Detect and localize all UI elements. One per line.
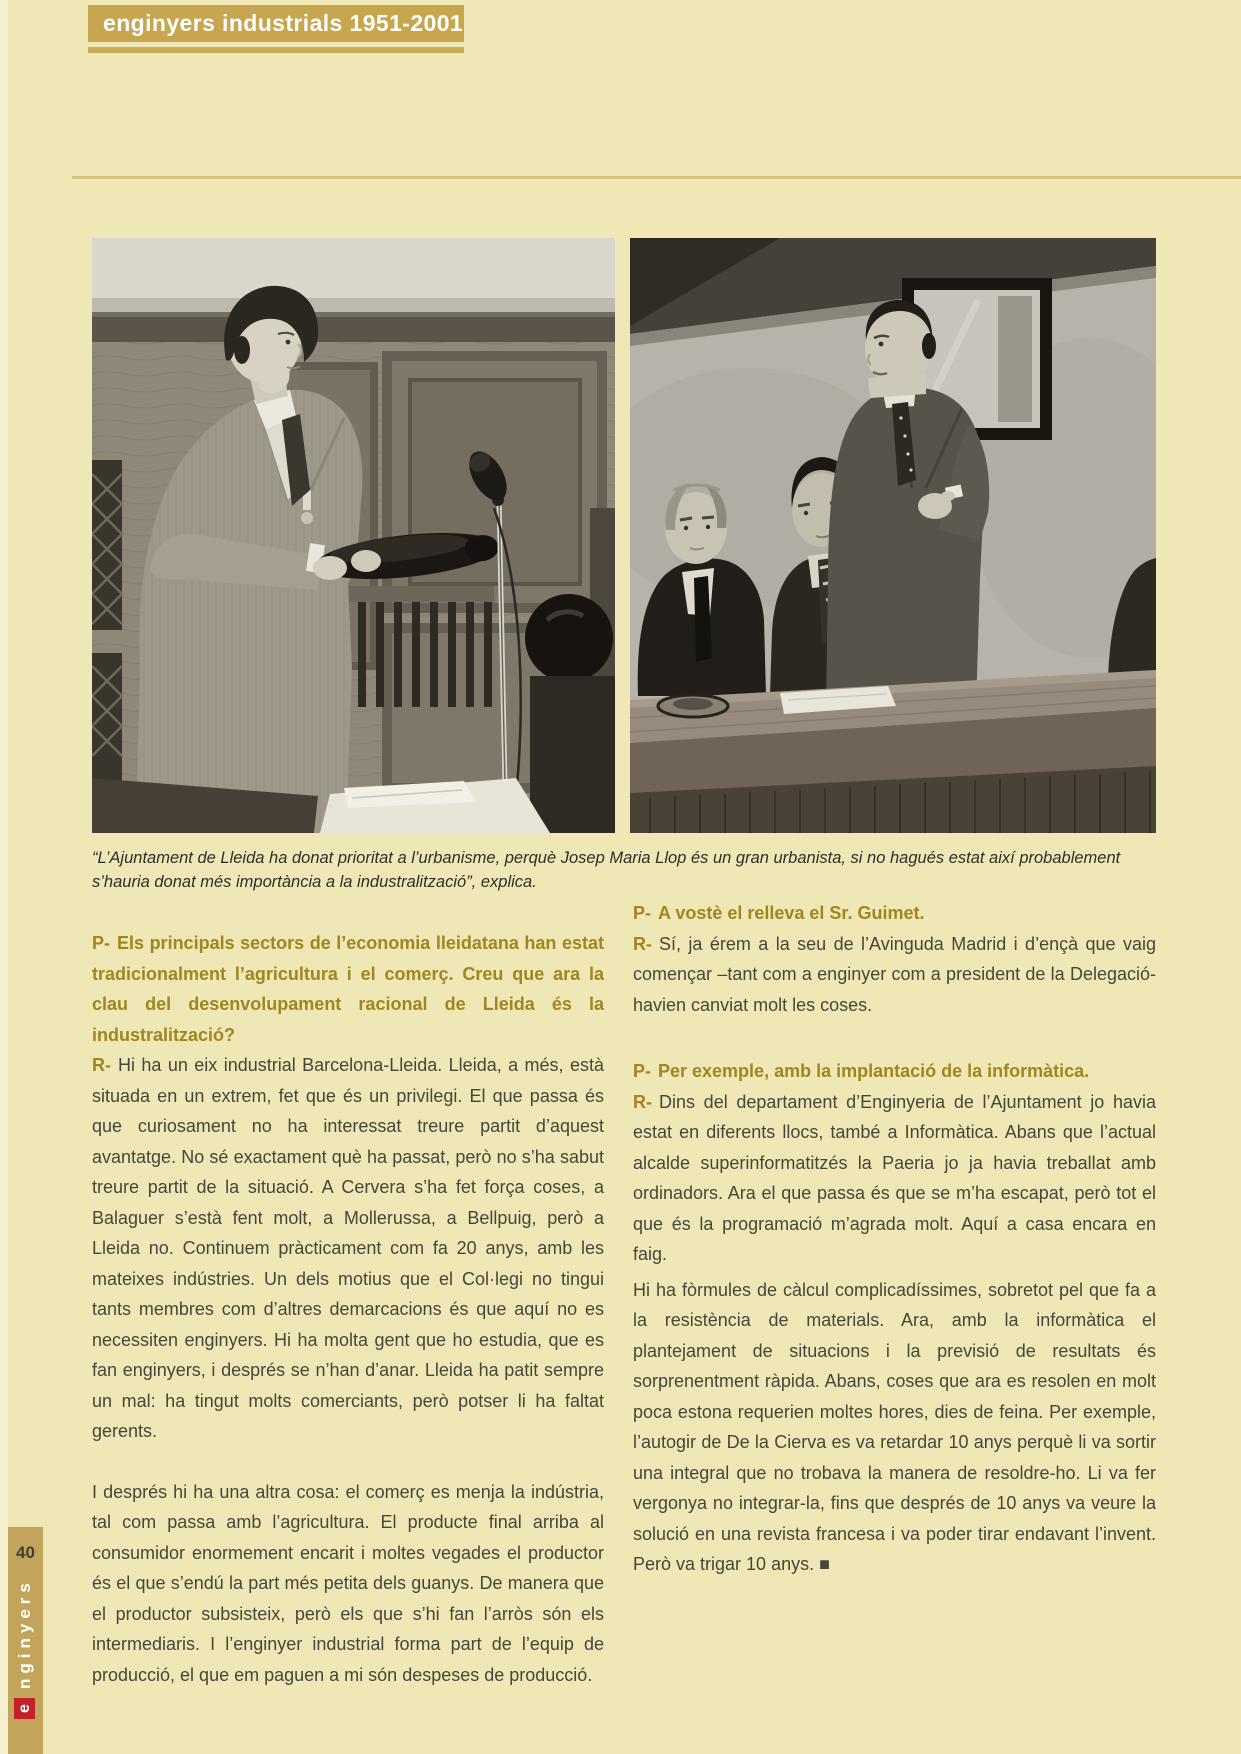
photo-caption: “L’Ajuntament de Lleida ha donat prioritat a l’urbanisme, perquè Josep Maria Llop és un gran urbanista, si no hagués estat així probablement s’hauria donat més importància a la industralització”, explica. [92,849,1121,891]
page-number: 40 [16,1543,35,1562]
answer-text: Sí, ja érem a la seu de l’Avinguda Madrid i d’ençà que vaig començar –tant com a enginyer com a president de la Delegació- havien canviat molt les coses. [633,933,1156,1015]
question-text: Els principals sectors de l’economia lleidatana han estat tradicionalment l’agricultura i el comerç. Creu que ara la clau del desenvolupament racional de Lleida és la industralització? [92,933,604,1045]
question-prefix: P- [633,903,651,923]
brand-text: nginyers [14,1578,34,1689]
brand-vertical [14,1578,35,1719]
interview-column-left [92,928,604,1690]
header-underline [88,47,464,53]
right-photo-illustration [630,238,1156,833]
question-paragraph [633,898,1156,929]
horizontal-rule [72,176,1241,179]
sidebar-strip [8,1527,43,1754]
answer-paragraph [633,929,1156,1021]
question-prefix: P- [633,1061,651,1081]
photo-man-reading-award [92,238,615,833]
body-paragraph: I després hi ha una altra cosa: el comerç es menja la indústria, tal com passa amb l’agricultura. El producte final arriba al consumidor enormement encarit i moltes vegades el productor és el que s’endú la part més petita dels guanys. De manera que el productor subsisteix, però els que s’hi fan l’arròs són els intermediaris. I l’enginyer industrial forma part de l’equip de producció, el que em paguen a mi són despeses de producció. [92,1481,604,1685]
answer-paragraph [92,1050,604,1447]
interview-column-right [633,898,1156,1580]
photo-man-speaking-table [630,238,1156,833]
page-title: enginyers industrials 1951-2001 [103,10,464,36]
body-paragraph: Hi ha fòrmules de càlcul complicadíssimes, sobretot pel que fa a la resistència de materials. Ara, amb la informàtica el plantejament de situacions i la previsió de resultats és sorprenentment ràpida. Abans, coses que ara es resolen en molt poca estona requerien moltes hores, dies de feina. Per exemple, l’autogir de De la Cierva es va retardar 10 anys perquè li va sortir una integral que no trobava la manera de resoldre-ho. Li va fer vergonya no integrar-la, fins que després de 10 anys va veure la solució en una revista francesa i va poder tirar endavant l’invent. Però va trigar 10 anys. ■ [633,1279,1156,1574]
left-photo-illustration [92,238,615,833]
question-prefix: P- [92,933,110,953]
question-text: Per exemple, amb la implantació de la informàtica. [658,1061,1090,1081]
question-paragraph [92,928,604,1050]
question-paragraph [633,1056,1156,1087]
question-text: A vostè el relleva el Sr. Guimet. [658,903,925,923]
answer-prefix: R- [633,933,652,954]
answer-paragraph [633,1087,1156,1270]
page-edge [0,0,8,1754]
answer-text: Hi ha un eix industrial Barcelona-Lleida. Lleida, a més, està situada en un extrem, fet que és un privilegi. El que passa és que curiosament no ha interessat treure partit d’aquest avantatge. No sé exactament què ha passat, però no s’ha sabut treure partit de la situació. A Cervera s’ha fet força coses, a Balaguer s’està fent molt, a Mollerussa, a Bellpuig, però a Lleida no. Continuem pràcticament com fa 20 anys, amb les mateixes indústries. Un dels motius que el Col·legi no tingui tants membres com d’altres demarcacions és que aquí no es necessiten enginyers. Hi ha molta gent que ho estudia, que es fan enginyers, i després se n’han d’anar. Lleida ha patit sempre un mal: ha tingut molts comerciants, però potser li ha faltat gerents. [92,1055,604,1441]
answer-prefix: R- [92,1055,111,1075]
enginyers-logo-icon: e [14,1698,35,1719]
answer-text: Dins del departament d’Enginyeria de l’Ajuntament jo havia estat en diferents llocs, també a Informàtica. Abans que l’actual alcalde superinformatitzés la Paeria jo ja havia treballat amb ordinadors. Ara el que passa és que se m’ha escapat, però tot el que és la programació m’agrada molt. Aquí a casa encara en faig. [633,1091,1156,1264]
header-bar [88,5,464,42]
answer-prefix: R- [633,1091,652,1112]
